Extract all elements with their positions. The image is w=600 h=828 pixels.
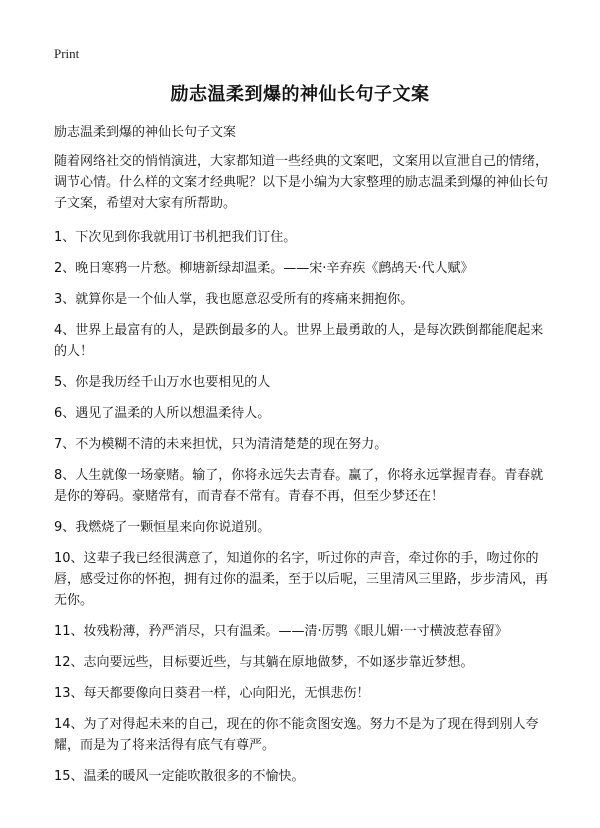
- quote-item-12: 12、志向要远些，目标要近些，与其躺在原地做梦，不如逐步靠近梦想。: [54, 655, 474, 670]
- quote-item-11: 11、妆残粉薄，矜严消尽，只有温柔。——清·厉鹗《眼儿媚·一寸横波惹春留》: [54, 624, 508, 639]
- quote-item-4: 4、世界上最富有的人，是跌倒最多的人。世界上最勇敢的人，是每次跌倒都能爬起来的人！: [54, 323, 544, 359]
- page-title: 励志温柔到爆的神仙长句子文案: [170, 84, 430, 105]
- quote-item-1: 1、下次见到你我就用订书机把我们订住。: [54, 230, 297, 245]
- print-link[interactable]: Print: [54, 46, 80, 61]
- quote-item-13: 13、每天都要像向日葵君一样，心向阳光，无惧悲伤！: [54, 686, 370, 701]
- quote-item-8: 8、人生就像一场豪赌。输了，你将永远失去青春。赢了，你将永远掌握青春。青春就是你的筹码。豪赌常有，而青春不常有。青春不再，但至少梦还在！: [54, 468, 544, 504]
- quote-item-2: 2、晚日寒鸦一片愁。柳塘新绿却温柔。——宋·辛弃疾《鹧鸪天·代人赋》: [54, 261, 474, 276]
- article-body: [54, 151, 554, 797]
- quote-item-3: 3、就算你是一个仙人掌，我也愿意忍受所有的疼痛来拥抱你。: [54, 292, 414, 307]
- article-intro: 随着网络社交的悄悄演进，大家都知道一些经典的文案吧，文案用以宣泄自己的情绪，调节心情。什么样的文案才经典呢？以下是小编为大家整理的励志温柔到爆的神仙长句子文案，希望对大家有所帮助。: [54, 154, 549, 211]
- quote-item-10: 10、这辈子我已经很满意了，知道你的名字，听过你的声音，牵过你的手，吻过你的唇，感受过你的怀抱，拥有过你的温柔，至于以后呢，三里清风三里路，步步清风，再无你。: [54, 551, 549, 608]
- article-subtitle: 励志温柔到爆的神仙长句子文案: [54, 125, 237, 140]
- quote-item-14: 14、为了对得起未来的自己，现在的你不能贪图安逸。努力不是为了现在得到别人夸耀，而是为了将来活得有底气有尊严。: [54, 717, 539, 753]
- quote-item-5: 5、你是我历经千山万水也要相见的人: [54, 375, 271, 390]
- quote-item-6: 6、遇见了温柔的人所以想温柔待人。: [54, 406, 271, 421]
- quote-item-9: 9、我燃烧了一颗恒星来向你说道别。: [54, 520, 271, 535]
- quote-item-7: 7、不为模糊不清的未来担忧，只为清清楚楚的现在努力。: [54, 437, 388, 452]
- quote-item-15: 15、温柔的暖风一定能吹散很多的不愉快。: [54, 769, 305, 784]
